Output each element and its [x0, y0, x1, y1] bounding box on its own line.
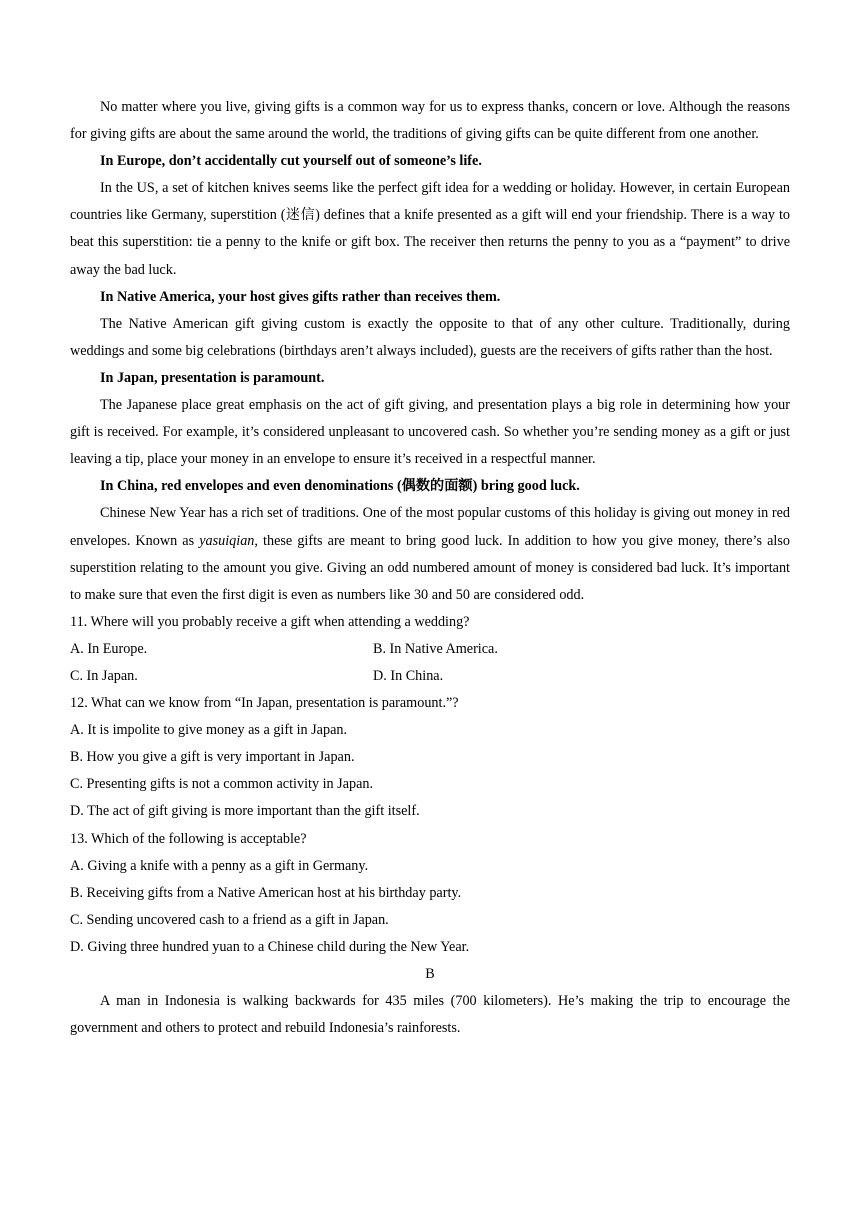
question-13-option-c: C. Sending uncovered cash to a friend as a gift in Japan.: [70, 911, 389, 928]
paragraph-japan: The Japanese place great emphasis on the act of gift giving, and presentation plays a big role in determining how your gift is received. For example, it’s considered unpleasant to uncovered cash. So whether you’re sending money as a gift or just leaving a tip, place your money in an envelope to ensure it’s received in a respectful manner.: [70, 397, 790, 468]
passage-b-intro-paragraph: A man in Indonesia is walking backwards for 435 miles (700 kilometers). He’s making the trip to encourage the government and others to protect and rebuild Indonesia’s rainforests.: [70, 993, 790, 1037]
question-13-option-b: B. Receiving gifts from a Native American host at his birthday party.: [70, 884, 462, 901]
heading-china: In China, red envelopes and even denominations (偶数的面额) bring good luck.: [100, 478, 580, 495]
question-11-option-b: B. In Native America.: [373, 640, 498, 657]
heading-europe: In Europe, don’t accidentally cut yourself out of someone’s life.: [100, 153, 482, 170]
question-13-option-a: A. Giving a knife with a penny as a gift in Germany.: [70, 857, 369, 874]
paragraph-native-america: The Native American gift giving custom is exactly the opposite to that of any other culture. Traditionally, during weddings and some big celebrations (birthdays aren’t always included), guests are the receivers of gifts rather than the host.: [70, 315, 790, 359]
question-13-stem: 13. Which of the following is acceptable?: [70, 830, 307, 847]
question-11-option-c: C. In Japan.: [70, 667, 138, 684]
document-page: [70, 94, 790, 1042]
question-12-stem: 12. What can we know from “In Japan, presentation is paramount.”?: [70, 695, 459, 712]
question-12-option-d: D. The act of gift giving is more important than the gift itself.: [70, 803, 420, 820]
question-12-option-b: B. How you give a gift is very important in Japan.: [70, 749, 355, 766]
question-11-stem: 11. Where will you probably receive a gift when attending a wedding?: [70, 613, 470, 630]
passage-b-label: B: [425, 966, 435, 982]
question-11-options-row-1: [70, 636, 790, 663]
paragraph-china-text-1: Chinese New Year has a rich set of traditions. One of the most popular customs of this holiday is giving out money in red envelopes. Known as: [70, 505, 790, 549]
question-13-option-d: D. Giving three hundred yuan to a Chinese child during the New Year.: [70, 938, 470, 955]
question-11-options-row-2: [70, 663, 790, 690]
question-12-option-c: C. Presenting gifts is not a common activity in Japan.: [70, 776, 374, 793]
question-11-option-d: D. In China.: [373, 667, 444, 684]
paragraph-china-text-2: , these gifts are meant to bring good luck. In addition to how you give money, there’s also superstition relating to the amount you give. Giving an odd numbered amount of money is considered bad luck. It’s important to make sure that even the first digit is even as numbers like 30 and 50 are considered odd.: [70, 532, 790, 603]
heading-native-america: In Native America, your host gives gifts rather than receives them.: [100, 288, 501, 305]
question-11-option-a: A. In Europe.: [70, 640, 148, 657]
paragraph-china: [70, 500, 790, 608]
question-12-option-a: A. It is impolite to give money as a gift in Japan.: [70, 722, 348, 739]
paragraph-europe: In the US, a set of kitchen knives seems like the perfect gift idea for a wedding or holiday. However, in certain European countries like Germany, superstition (迷信) defines that a knife presented as a gift will end your friendship. There is a way to beat this superstition: tie a penny to the knife or gift box. The receiver then returns the penny to you as a “payment” to drive away the bad luck.: [70, 180, 790, 278]
heading-japan: In Japan, presentation is paramount.: [100, 369, 325, 386]
paragraph-china-italic-term: yasuiqian: [199, 532, 255, 549]
passage-a-intro-paragraph: No matter where you live, giving gifts is a common way for us to express thanks, concern or love. Although the reasons for giving gifts are about the same around the world, the traditions of giving gifts can be quite different from one another.: [70, 99, 790, 143]
